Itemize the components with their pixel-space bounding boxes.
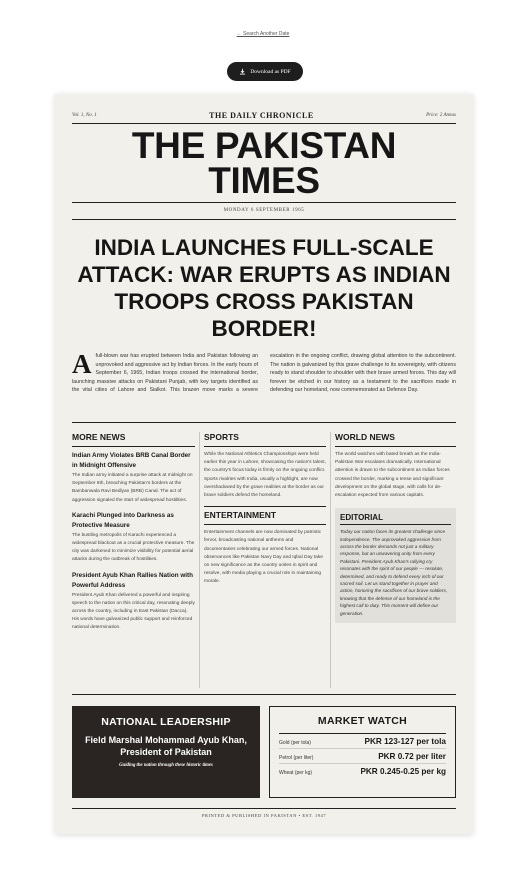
date-rule-top <box>72 202 456 203</box>
chronicle-label: THE DAILY CHRONICLE <box>209 111 314 120</box>
lead-body: full-blown war has erupted between India and Pakistan following an unprovoked and aggressive act by Indian forces. In the early hours of September 6, 1965, Indian troops crossed the international border, launching massive attacks on Pakistani Punjab, with key targets identified as the vital cities of Lahore and Sialkot. This brazen move marks a severe escalation in the ongoing conflict, drawing global attention to the subcontinent. The nation is galvanized by this grave challenge to its sovereignty, with citizens ready to stand shoulder to shoulder with their brave armed forces. This day will forever be etched in our history as a testament to the sacrifices made in defending our homeland, now commemorated as Defence Day. <box>72 353 456 393</box>
leader-tagline: Guiding the nation through these historic times <box>119 763 213 768</box>
more-news-heading: MORE NEWS <box>72 432 126 442</box>
editorial-box <box>335 508 456 623</box>
world-news-column <box>335 432 456 623</box>
search-another-date-link[interactable]: ← Search Another Date <box>236 31 290 37</box>
footer-text: PRINTED & PUBLISHED IN PAKISTAN • EST. 1947 <box>201 813 327 818</box>
market-row <box>279 764 446 778</box>
sports-entertainment-column <box>204 432 326 587</box>
market-value: PKR 123-127 per tola <box>364 737 446 746</box>
editorial-heading: EDITORIAL <box>340 513 451 525</box>
market-row <box>279 749 446 764</box>
editorial-body: Today our nation faces its greatest challenge since independence. The unprovoked aggression from across the border demands not just a military response, but an unwavering unity from every Pakistani. President Ayub Khan's rallying cry resonates with the spirit of our people — resolute, determined, and ready to defend every inch of our sacred soil. Let us stand together in prayer and action, honoring the sacrifices of our brave soldiers, knowing that the defense of our homeland is the highest call to duty. This moment will define our generation. <box>340 529 448 616</box>
story-body: President Ayub Khan delivered a powerful and inspiring speech to the nation on this critical day, resonating deeply across the country, including in East Pakistan (Dacca). His words have galvanized public support and reinforced national determination. <box>72 592 195 631</box>
story-title[interactable]: Karachi Plunged into Darkness as Protective Measure <box>72 511 174 529</box>
leader-name: Field Marshal Mohammad Ayub Khan, President of Pakistan <box>85 735 247 757</box>
market-heading: MARKET WATCH <box>279 715 446 734</box>
market-watch-box <box>269 706 456 798</box>
story-title[interactable]: Indian Army Violates BRB Canal Border in Midnight Offensive <box>72 452 191 469</box>
newspaper-page <box>55 94 473 834</box>
leadership-heading: NATIONAL LEADERSHIP <box>101 716 231 728</box>
story-body: The bustling metropolis of Karachi experienced a widespread blackout as a crucial protective measure. The city was darkened to minimize visibility for potential aerial attacks during the outbreak of hostilities. <box>72 532 195 563</box>
title-line-2: TIMES <box>208 160 320 201</box>
market-label: Gold (per tola) <box>279 740 311 746</box>
story-body: The Indian army initiated a surprise attack at midnight on September 6th, breaching Pakistan's borders at the Bambanwala Ravi Bedlyan (BRB) Canal. The act of aggression signaled the start of widespread hostilities. <box>72 473 193 503</box>
entertainment-heading: ENTERTAINMENT <box>204 506 326 524</box>
masthead-rule-top <box>72 123 456 124</box>
download-pdf-label: Download as PDF <box>250 68 291 75</box>
download-icon <box>239 68 246 75</box>
world-news-body: The world watches with bated breath as the India-Pakistan War escalates dramatically. International attention is drawn to the subcontinent as Indian forces crossed the border, marking a tense and significant development on the global stage, with calls for de-escalation expected from various capitals. <box>335 452 450 499</box>
more-news-column <box>72 432 195 633</box>
world-news-heading: WORLD NEWS <box>335 432 395 442</box>
price-label: Price: 2 Annas <box>426 113 456 118</box>
entertainment-body: Entertainment channels are now dominated by patriotic fervor, broadcasting national anthems and documentaries celebrating our armed forces. National observances like Pakistan Navy Day and Iqbal Day take on new significance as the country unites in spirit and resolve, with media playing a crucial role in maintaining morale. <box>204 530 323 585</box>
drop-cap: A <box>72 349 92 379</box>
lead-story <box>72 349 456 395</box>
bottom-section-rule <box>72 694 456 695</box>
sports-body: While the National Athletics Championships were held earlier this year in Lahore, showcasing the nation's talent, the country's focus today is firmly on the ongoing conflict. Sports rivalries with India, usually a highlight, are now overshadowed by the grave realities at the border as our brave soldiers defend the homeland. <box>204 452 326 499</box>
download-pdf-button[interactable] <box>227 62 303 81</box>
column-divider <box>199 432 200 688</box>
date-rule-bottom <box>72 219 456 220</box>
footer-rule <box>72 808 456 809</box>
market-value: PKR 0.72 per liter <box>378 752 446 761</box>
sports-heading: SPORTS <box>204 432 239 442</box>
column-divider <box>330 432 331 688</box>
market-row <box>279 734 446 749</box>
story-title[interactable]: President Ayub Khan Rallies Nation with Powerful Address <box>72 571 193 589</box>
section-rule <box>72 422 456 423</box>
newspaper-title <box>55 125 473 201</box>
dateline: MONDAY 6 SEPTEMBER 1965 <box>223 208 305 213</box>
market-label: Petrol (per liter) <box>279 755 314 761</box>
lead-headline: INDIA LAUNCHES FULL-SCALE ATTACK: WAR ERUPTS AS INDIAN TROOPS CROSS PAKISTAN BORDER! <box>77 235 451 341</box>
national-leadership-box <box>72 706 260 798</box>
masthead-top <box>72 111 456 120</box>
volume-label: Vol. 1, No. 1 <box>72 113 97 118</box>
market-value: PKR 0.245-0.25 per kg <box>360 767 446 776</box>
title-line-1: THE PAKISTAN <box>131 125 397 166</box>
market-label: Wheat (per kg) <box>279 770 313 776</box>
